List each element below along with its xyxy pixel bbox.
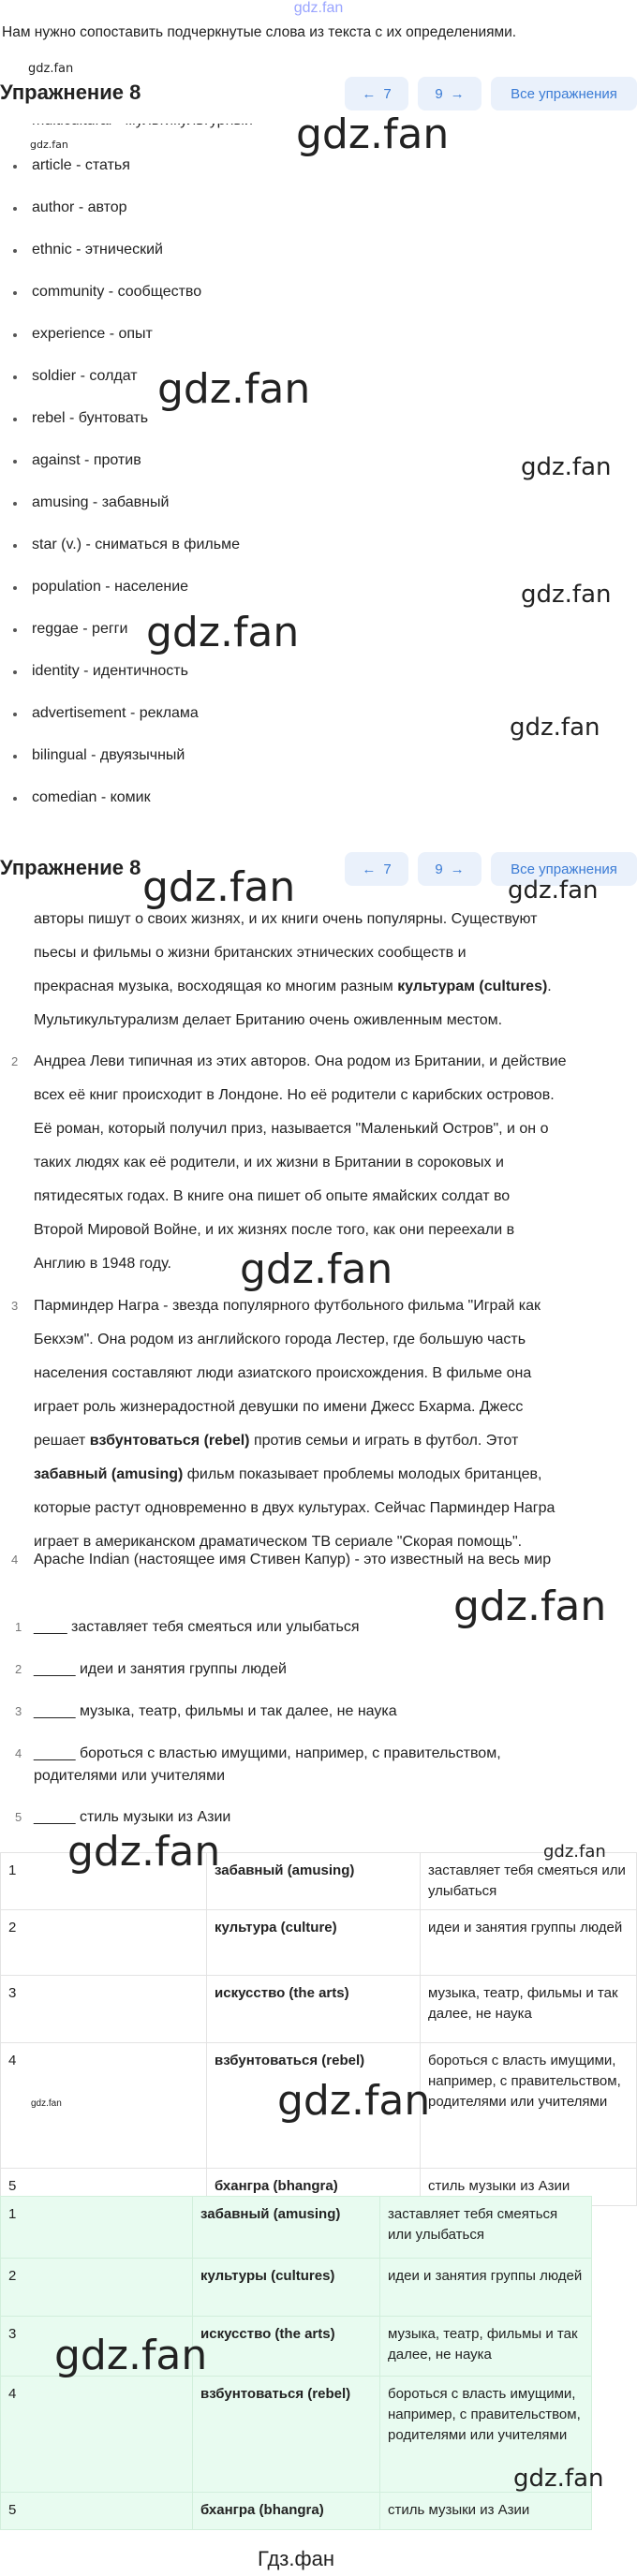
vocab-item: article - статья (32, 157, 130, 173)
prev-exercise-button[interactable] (345, 852, 408, 886)
text-span: фильм показывает проблемы молодых британцев, (186, 1466, 542, 1482)
question-number: 3 (15, 1704, 22, 1718)
text-line: Второй Мировой Войне, и их жизнях после того, как они переехали в (34, 1222, 515, 1238)
question-number: 2 (15, 1662, 22, 1676)
table-cell-number: 1 (1, 1853, 207, 1910)
text-line: которые растут одновременно в двух культурах. Сейчас Парминдер Награ (34, 1500, 556, 1516)
text-line: Англию в 1948 году. (34, 1256, 171, 1272)
paragraph-3 (34, 1289, 630, 1559)
vocab-item: rebel - бунтовать (32, 410, 149, 426)
table-cell-definition: идеи и занятия группы людей (421, 1910, 637, 1976)
term: забавный (amusing) (200, 2206, 341, 2222)
table-cell-number: 1 (1, 2197, 193, 2259)
text-line: Apache Indian (настоящее имя Стивен Капур) - это известный на весь мир (34, 1552, 552, 1568)
table-cell-word (207, 1976, 421, 2043)
watermark: gdz.fan (521, 453, 612, 481)
vocab-item: advertisement - реклама (32, 705, 199, 721)
watermark: gdz.fan (510, 714, 600, 742)
site-tag: gdz.fan (28, 62, 74, 76)
text-line (34, 1458, 630, 1492)
vocab-item: identity - идентичность (32, 663, 188, 679)
table-cell-number: 3 (1, 1976, 207, 2043)
footer-watermark: Гдз.фан (258, 2547, 334, 2570)
question-item: _____ идеи и занятия группы людей (34, 1661, 287, 1677)
term: бхангра (bhangra) (200, 2502, 324, 2518)
text-line: Мультикультурализм делает Британию очень оживленным местом. (34, 1012, 503, 1028)
table-cell-definition: стиль музыки из Азии (380, 2493, 592, 2530)
vocab-item: star (v.) - сниматься в фильме (32, 537, 240, 552)
text-line: пятидесятых годах. В книге она пишет об опыте ямайских солдат во (34, 1188, 511, 1204)
term: взбунтоваться (rebel) (215, 2053, 365, 2068)
text-span: решает (34, 1433, 86, 1449)
term: бхангра (bhangra) (215, 2178, 338, 2194)
answer-table-1 (0, 1852, 637, 2206)
text-line: всех её книг происходит в Лондоне. Но её родители с карибских островов. (34, 1087, 555, 1103)
watermark: gdz.fan (67, 1828, 221, 1876)
vocab-item: experience - опыт (32, 326, 153, 342)
question-item: ____ заставляет тебя смеяться или улыбаться (34, 1619, 360, 1635)
table-cell-number (1, 2043, 207, 2169)
next-exercise-button[interactable] (418, 77, 481, 110)
table-cell-definition: стиль музыки из Азии (421, 2169, 637, 2206)
text-line: Её роман, который получил приз, называется "Маленький Остров", и он о (34, 1121, 549, 1137)
vocab-item: comedian - комик (32, 789, 151, 805)
site-tag-2: gdz.fan (30, 139, 68, 151)
table-cell-number: 2 (1, 1910, 207, 1976)
watermark: gdz.fan (508, 876, 599, 905)
paragraph-number: 2 (11, 1054, 19, 1068)
table-row (1, 2493, 592, 2530)
next-exercise-button[interactable] (418, 852, 481, 886)
table-cell-definition: бороться с власть имущими, например, с правительством, родителями или учителями (380, 2377, 592, 2493)
next-label: 9 (435, 85, 443, 102)
watermark: gdz.fan (240, 1245, 393, 1293)
table-cell-definition: музыка, театр, фильмы и так далее, не наука (380, 2317, 592, 2377)
term: взбунтоваться (rebel) (200, 2386, 351, 2402)
vocab-item: amusing - забавный (32, 494, 170, 510)
paragraph-number: 4 (11, 1553, 19, 1567)
vocab-item: author - автор (32, 199, 127, 215)
question-number: 5 (15, 1810, 22, 1824)
question-item: _____ музыка, театр, фильмы и так далее, не наука (34, 1703, 397, 1719)
table-cell-number: 5 (1, 2169, 207, 2206)
table-cell-word (193, 2493, 380, 2530)
text-line (34, 1424, 630, 1458)
all-exercises-button[interactable]: Все упражнения (491, 852, 637, 886)
table-cell-number: 2 (1, 2259, 193, 2317)
text-line: Парминдер Награ - звезда популярного футбольного фильма "Играй как (34, 1298, 541, 1314)
question-number: 1 (15, 1620, 22, 1634)
term: культура (culture) (215, 1920, 337, 1936)
table-cell-number: 5 (1, 2493, 193, 2530)
table-cell-number: 4 (1, 2377, 193, 2493)
next-label: 9 (435, 861, 443, 877)
question-item-cont: родителями или учителями (34, 1768, 225, 1784)
top-watermark: gdz.fan (293, 0, 344, 16)
vocab-item: population - население (32, 579, 189, 595)
text-line: населения составляют люди азиатского происхождения. В фильме она (34, 1365, 532, 1381)
row-number: 4 (8, 2053, 17, 2068)
question-item: _____ бороться с властью имущими, например, с правительством, (34, 1745, 501, 1761)
watermark: gdz.fan (54, 2332, 208, 2379)
table-cell-definition: заставляет тебя смеяться или улыбаться (380, 2197, 592, 2259)
watermark: gdz.fan (146, 609, 300, 656)
table-row (1, 2259, 592, 2317)
bold-term: забавный (amusing) (34, 1466, 184, 1482)
watermark: gdz.fan (157, 365, 311, 413)
text-line: играет роль жизнерадостной девушки по имени Джесс Бхарма. Джесс (34, 1399, 524, 1415)
prev-exercise-button[interactable] (345, 77, 408, 110)
arrow-left-icon: ← (362, 85, 377, 102)
watermark: gdz.fan (521, 581, 612, 609)
bold-term: культурам (cultures) (397, 979, 548, 994)
watermark: gdz.fan (277, 2077, 431, 2125)
text-line: Бекхэм". Она родом из английского города Лестер, где большую часть (34, 1332, 526, 1347)
term: искусство (the arts) (215, 1985, 349, 2001)
question-number: 4 (15, 1746, 22, 1760)
exercise-title: Упражнение 8 (0, 856, 141, 879)
table-cell-word (193, 2259, 380, 2317)
watermark: gdz.fan (142, 863, 296, 911)
text-line: Андреа Леви типичная из этих авторов. Она родом из Британии, и действие (34, 1053, 567, 1069)
text-line: таких людях как её родители, и их жизни в Британии в сороковых и (34, 1155, 504, 1170)
table-cell-definition: музыка, театр, фильмы и так далее, не наука (421, 1976, 637, 2043)
vocab-item: against - против (32, 452, 141, 468)
intro-text: Нам нужно сопоставить подчеркнутые слова из текста с их определениями. (2, 24, 517, 40)
table-row (1, 1976, 637, 2043)
table-row (1, 2377, 592, 2493)
paragraph-4 (34, 1543, 630, 1577)
text-line: авторы пишут о своих жизнях, и их книги очень популярны. Существуют (34, 911, 538, 927)
exercise-title: Упражнение 8 (0, 81, 141, 104)
paragraph-number: 3 (11, 1299, 19, 1313)
table-cell-definition: бороться с власть имущими, например, с правительством, родителями или учителями (421, 2043, 637, 2169)
term: забавный (amusing) (215, 1862, 355, 1878)
prev-label: 7 (383, 85, 392, 102)
vocab-item: bilingual - двуязычный (32, 747, 185, 763)
table-cell-word (207, 1910, 421, 1976)
table-cell-definition: идеи и занятия группы людей (380, 2259, 592, 2317)
term: искусство (the arts) (200, 2326, 335, 2342)
arrow-left-icon: ← (362, 861, 377, 877)
text-line: прекрасная музыка, восходящая ко многим разным культурам (cultures). (34, 979, 552, 994)
text-line: играет в американском драматическом ТВ сериале "Скорая помощь". (34, 1534, 523, 1550)
bold-term: взбунтоваться (rebel) (89, 1433, 250, 1449)
text-span: против семьи и играть в футбол. Этот (253, 1433, 519, 1449)
text-line: пьесы и фильмы о жизни британских этнических сообществ и (34, 945, 467, 961)
term: культуры (cultures) (200, 2268, 335, 2284)
site-tag-3: gdz.fan (31, 2098, 62, 2109)
watermark: gdz.fan (296, 110, 450, 158)
table-row (1, 1910, 637, 1976)
table-cell-word (193, 2377, 380, 2493)
vocab-item: reggae - регги (32, 621, 128, 637)
vocab-item: soldier - солдат (32, 368, 138, 384)
all-exercises-button[interactable]: Все упражнения (491, 77, 637, 110)
table-cell-word (207, 1853, 421, 1910)
arrow-right-icon: → (450, 85, 465, 102)
table-cell-number: 3 (1, 2317, 193, 2377)
table-cell-word (193, 2317, 380, 2377)
watermark: gdz.fan (453, 1582, 607, 1630)
paragraph-1 (34, 903, 630, 1038)
prev-label: 7 (383, 861, 392, 877)
arrow-right-icon: → (450, 861, 465, 877)
question-item: _____ стиль музыки из Азии (34, 1809, 231, 1825)
vocab-item: ethnic - этнический (32, 242, 163, 258)
text-span: прекрасная музыка, восходящая ко многим разным (34, 979, 393, 994)
table-row (1, 2197, 592, 2259)
table-cell-definition: заставляет тебя смеяться или улыбаться (421, 1853, 637, 1910)
watermark: gdz.fan (543, 1842, 606, 1862)
table-cell-word (193, 2197, 380, 2259)
vocab-item: community - сообщество (32, 284, 202, 300)
watermark: gdz.fan (513, 2465, 604, 2493)
